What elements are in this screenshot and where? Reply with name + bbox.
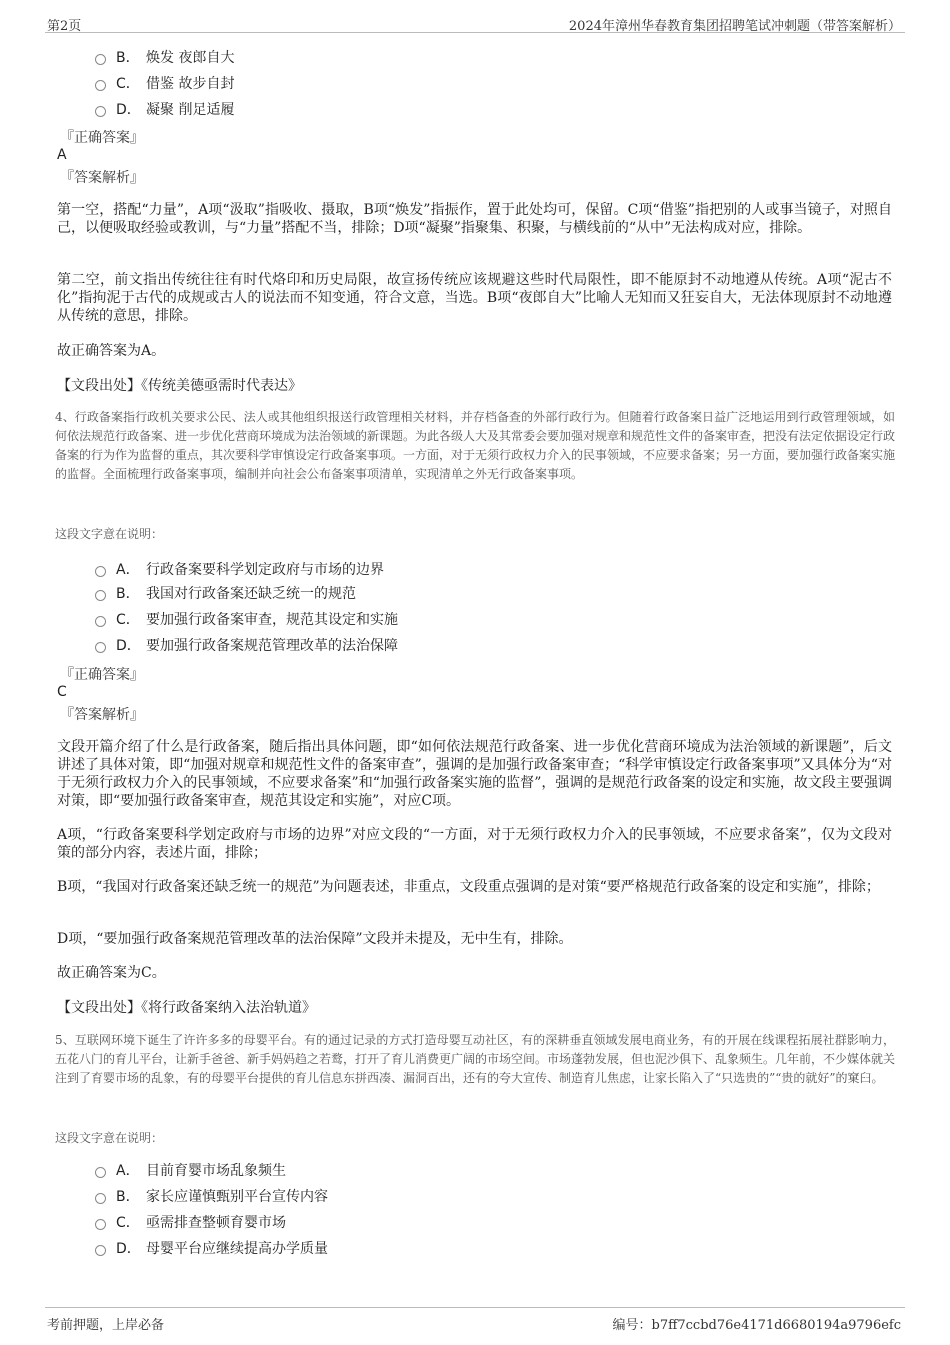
page-header — [45, 12, 905, 33]
answer-label: 『正确答案』 — [60, 130, 144, 146]
question-stem: 5、互联网环境下诞生了许许多多的母婴平台。有的通过记录的方式打造母婴互动社区，有的深耕垂直领域发展电商业务，有的开展在线课程拓展社群影响力，五花八门的育儿平台，让新手爸爸、新手妈妈趋之若鹜，打开了育儿消费更广阔的市场空间。市场蓬勃发展，但也泥沙俱下、乱象频生。几年前，不少媒体就关注到了育婴市场的乱象，有的母婴平台提供的育儿信息东拼西凑、漏洞百出，还有的夸大宣传、制造育儿焦虑，让家长陷入了“只选贵的”“贵的就好”的窠臼。 — [55, 1033, 896, 1085]
source-citation: 【文段出处】《传统美德亟需时代表达》 — [57, 378, 302, 394]
radio-icon[interactable] — [95, 1193, 106, 1204]
option-d[interactable]: D． 母婴平台应继续提高办学质量 — [95, 1237, 328, 1259]
source-citation: 【文段出处】《将行政备案纳入法治轨道》 — [57, 1000, 316, 1016]
analysis-label: 『答案解析』 — [60, 707, 144, 723]
radio-icon[interactable] — [95, 1219, 106, 1230]
analysis-paragraph: 第二空，前文指出传统往往有时代烙印和历史局限，故宣扬传统应该规避这些时代局限性，即不能原封不动地遵从传统。A项“泥古不化”指拘泥于古代的成规或古人的说法而不知变通，符合文意，当选。B项“夜郎自大”比喻人无知而又狂妄自大，无法体现原封不动地遵从传统的意思，排除。 — [57, 272, 892, 324]
option-a[interactable]: A． 行政备案要科学划定政府与市场的边界 — [95, 558, 384, 580]
question-prompt: 这段文字意在说明： — [55, 527, 164, 541]
radio-icon[interactable] — [95, 1245, 106, 1256]
radio-icon[interactable] — [95, 590, 106, 601]
radio-icon[interactable] — [95, 1167, 106, 1178]
footer-slogan: 考前押题，上岸必备 — [47, 1318, 165, 1333]
answer-label: 『正确答案』 — [60, 667, 144, 683]
radio-icon[interactable] — [95, 616, 106, 627]
page-footer — [45, 1307, 905, 1333]
analysis-paragraph: 故正确答案为C。 — [57, 965, 166, 981]
option-b[interactable]: B． 我国对行政备案还缺乏统一的规范 — [95, 582, 356, 604]
analysis-paragraph: B项，“我国对行政备案还缺乏统一的规范”为问题表述，非重点，文段重点强调的是对策“要严格规范行政备案的设定和实施”，排除； — [57, 879, 880, 895]
radio-icon[interactable] — [95, 54, 106, 65]
radio-icon[interactable] — [95, 642, 106, 653]
option-c[interactable]: C． 要加强行政备案审查，规范其设定和实施 — [95, 608, 398, 630]
analysis-label: 『答案解析』 — [60, 170, 144, 186]
radio-icon[interactable] — [95, 566, 106, 577]
option-d[interactable]: D． 凝聚 削足适履 — [95, 98, 234, 120]
page-number: 第2页 — [47, 19, 82, 34]
option-b[interactable]: B． 家长应谨慎甄别平台宣传内容 — [95, 1185, 328, 1207]
analysis-paragraph: D项，“要加强行政备案规范管理改革的法治保障”文段并未提及，无中生有，排除。 — [57, 931, 573, 947]
answer-value: A — [57, 147, 67, 163]
document-title: 2024年漳州华春教育集团招聘笔试冲刺题（带答案解析） — [568, 19, 901, 34]
analysis-paragraph: 故正确答案为A。 — [57, 343, 166, 359]
option-a[interactable]: A． 目前育婴市场乱象频生 — [95, 1159, 286, 1181]
radio-icon[interactable] — [95, 80, 106, 91]
answer-value: C — [57, 684, 67, 700]
radio-icon[interactable] — [95, 106, 106, 117]
document-id: 编号：b7ff7ccbd76e4171d6680194a9796efc — [612, 1318, 901, 1333]
question-prompt: 这段文字意在说明： — [55, 1131, 164, 1145]
analysis-paragraph: A项，“行政备案要科学划定政府与市场的边界”对应文段的“一方面，对于无须行政权力介入的民事领域，不应要求备案”，仅为文段对策的部分内容，表述片面，排除； — [57, 827, 892, 861]
question-stem: 4、行政备案指行政机关要求公民、法人或其他组织报送行政管理相关材料，并存档备查的外部行政行为。但随着行政备案日益广泛地运用到行政管理领域，如何依法规范行政备案、进一步优化营商环境成为法治领域的新课题。为此各级人大及其常委会要加强对规章和规范性文件的备案审查，把没有法定依据设定行政备案的行为作为监督的重点，其次要科学审慎设定行政备案事项。一方面，对于无须行政权力介入的民事领域，不应要求备案；另一方面，要加强行政备案实施的监督。全面梳理行政备案事项，编制并向社会公布备案事项清单，实现清单之外无行政备案事项。 — [55, 410, 896, 481]
option-b[interactable]: B． 焕发 夜郎自大 — [95, 46, 234, 68]
analysis-paragraph: 第一空，搭配“力量”，A项“汲取”指吸收、摄取，B项“焕发”指振作，置于此处均可，保留。C项“借鉴”指把别的人或事当镜子，对照自己，以便吸取经验或教训，与“力量”搭配不当，排除；D项“凝聚”指聚集、积聚，与横线前的“从中”无法构成对应，排除。 — [57, 202, 892, 236]
analysis-paragraph: 文段开篇介绍了什么是行政备案，随后指出具体问题，即“如何依法规范行政备案、进一步优化营商环境成为法治领域的新课题”，后文讲述了具体对策，即“加强对规章和规范性文件的备案审查”，强调的是加强行政备案审查；“科学审慎设定行政备案事项”又具体分为“对于无须行政权力介入的民事领域，不应要求备案”和“加强行政备案实施的监督”，强调的是规范行政备案的设定和实施，故文段主要强调对策，即“要加强行政备案审查，规范其设定和实施”，对应C项。 — [57, 739, 892, 809]
option-d[interactable]: D． 要加强行政备案规范管理改革的法治保障 — [95, 634, 398, 656]
option-c[interactable]: C． 借鉴 故步自封 — [95, 72, 234, 94]
option-c[interactable]: C． 亟需排查整顿育婴市场 — [95, 1211, 286, 1233]
